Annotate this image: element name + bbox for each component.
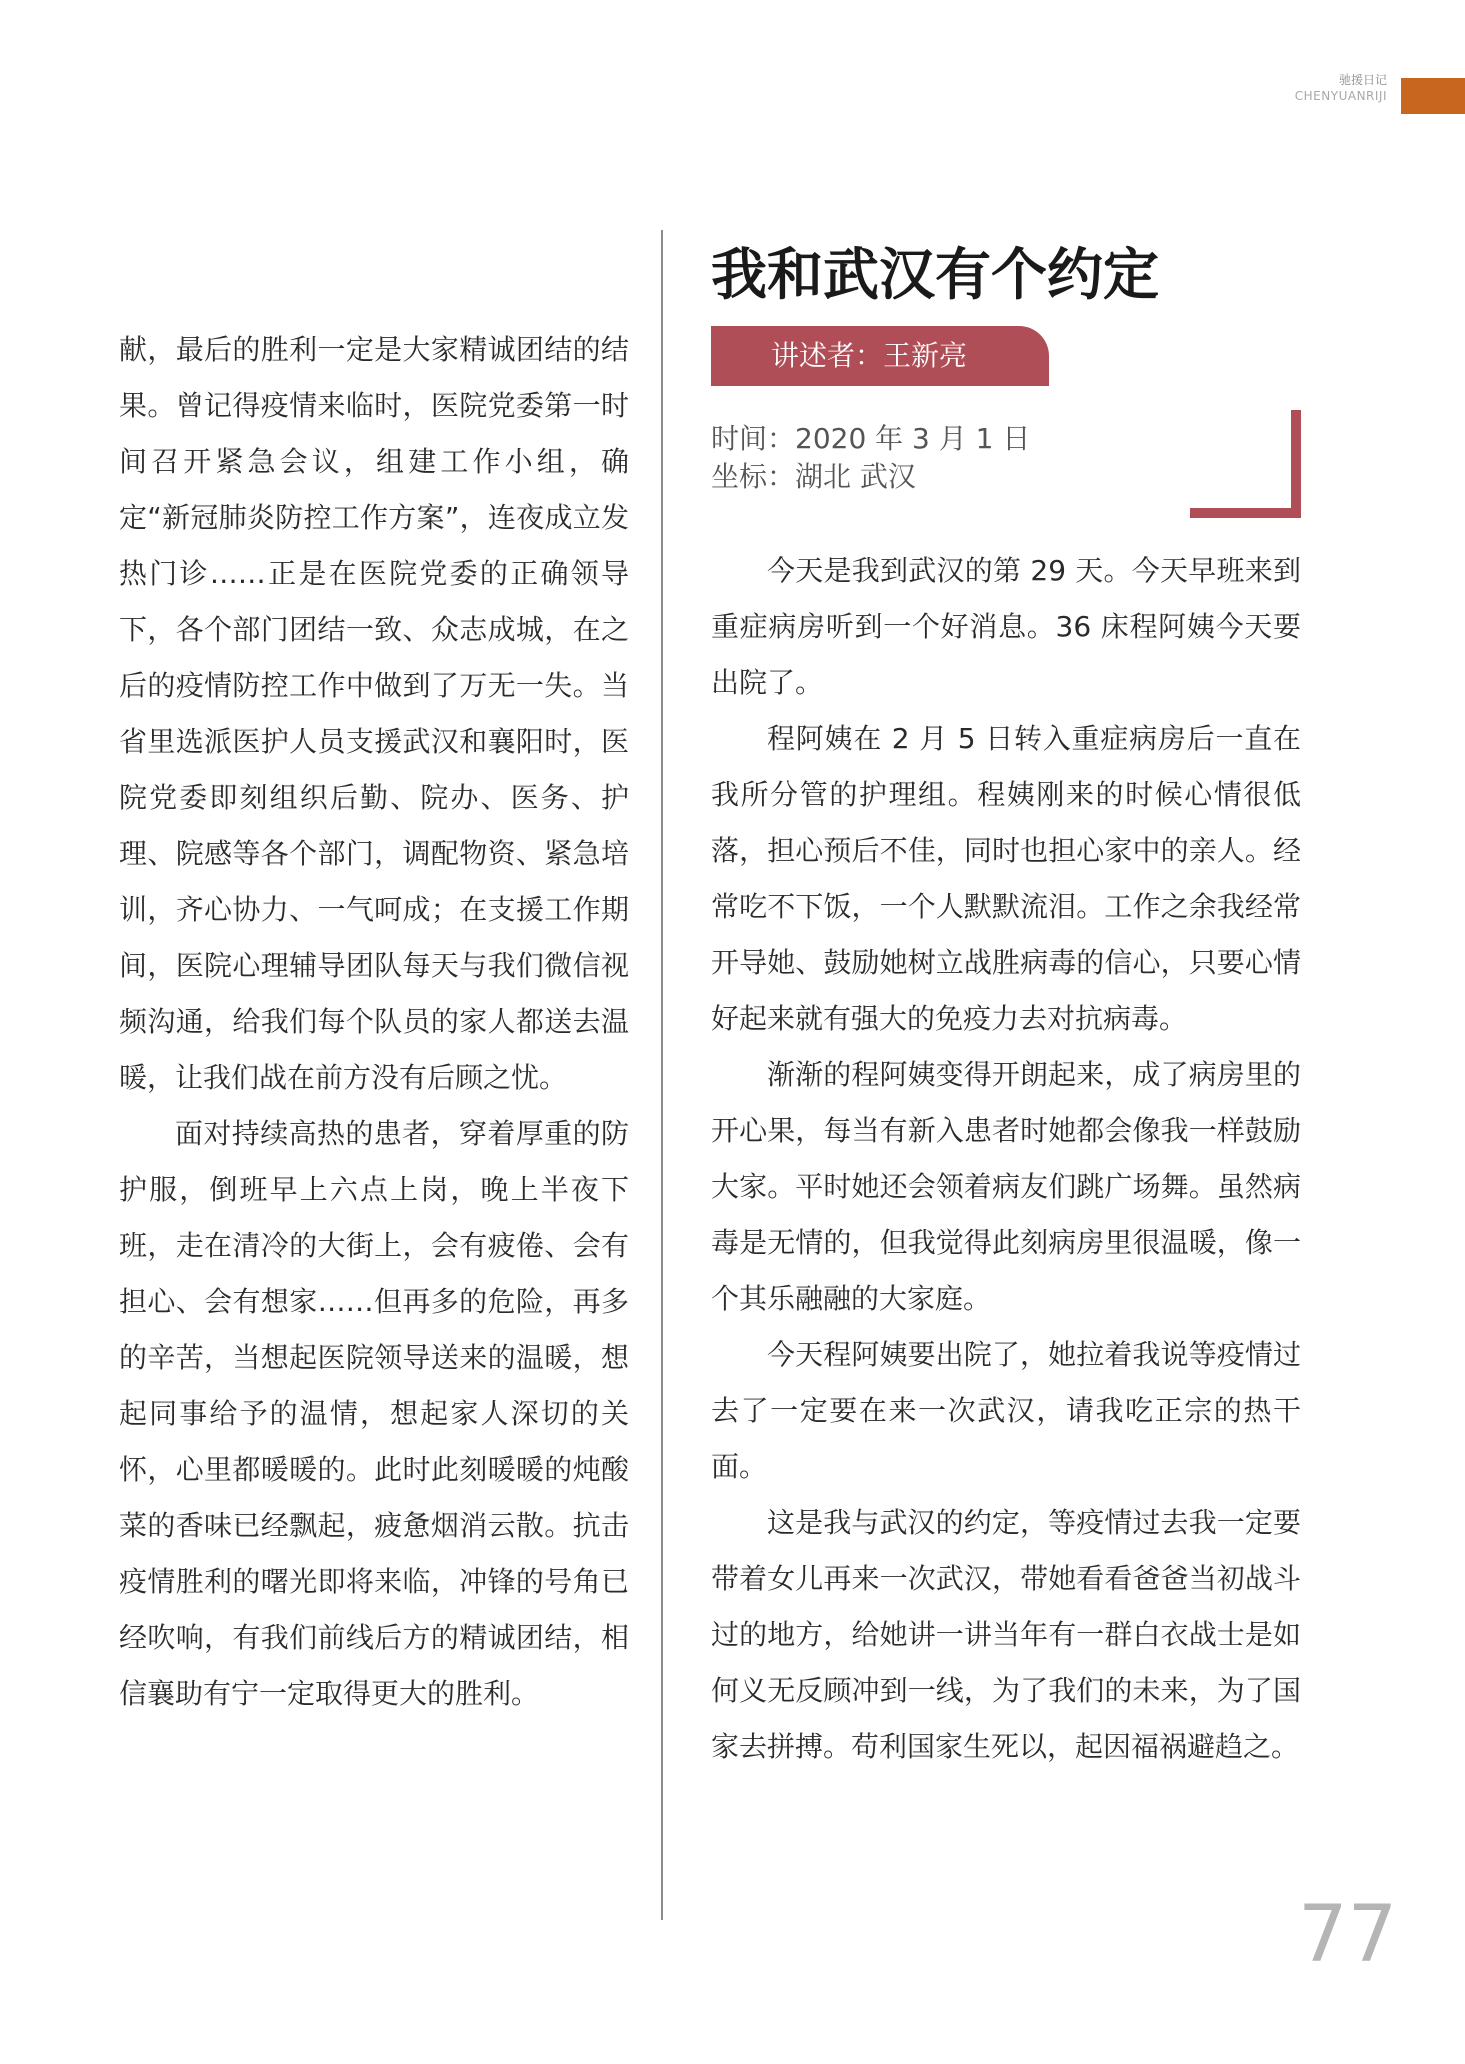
left-paragraph-1: 献，最后的胜利一定是大家精诚团结的结果。曾记得疫情来临时，医院党委第一时间召开紧急会议，组建工作小组，确定“新冠肺炎防控工作方案”，连夜成立发热门诊……正是在医院党委的正确领导下，各个部门团结一致、众志成城，在之后的疫情防控工作中做到了万无一失。当省里选派医护人员支援武汉和襄阳时，医院党委即刻组织后勤、院办、医务、护理、院感等各个部门，调配物资、紧急培训，齐心协力、一气呵成；在支援工作期间，医院心理辅导团队每天与我们微信视频沟通，给我们每个队员的家人都送去温暖，让我们战在前方没有后顾之忧。 — [119, 333, 629, 1094]
right-paragraph-1: 今天是我到武汉的第 29 天。今天早班来到重症病房听到一个好消息。36 床程阿姨今天要出院了。 — [711, 554, 1301, 699]
article-time: 时间：2020 年 3 月 1 日 — [711, 422, 1031, 455]
section-accent-bar — [1401, 78, 1465, 114]
left-paragraph-2: 面对持续高热的患者，穿着厚重的防护服，倒班早上六点上岗，晚上半夜下班，走在清冷的大街上，会有疲倦、会有担心、会有想家……但再多的危险，再多的辛苦，当想起医院领导送来的温暖，想起同事给予的温情，想起家人深切的关怀，心里都暖暖的。此时此刻暖暖的炖酸菜的香味已经飘起，疲惫烟消云散。抗击疫情胜利的曙光即将来临，冲锋的号角已经吹响，有我们前线后方的精诚团结，相信襄助有宁一定取得更大的胜利。 — [119, 1117, 629, 1710]
column-divider — [661, 230, 663, 1920]
article-meta — [711, 420, 1030, 496]
right-column — [711, 543, 1301, 1775]
corner-bracket-vertical — [1291, 410, 1301, 518]
left-column — [119, 322, 629, 1722]
right-paragraph-4: 今天程阿姨要出院了，她拉着我说等疫情过去了一定要在来一次武汉，请我吃正宗的热干面。 — [711, 1338, 1301, 1483]
corner-bracket-horizontal — [1190, 508, 1301, 518]
section-header — [1295, 72, 1387, 104]
section-title-cn: 驰援日记 — [1338, 73, 1387, 87]
page-number: 77 — [1298, 1890, 1398, 1980]
right-paragraph-2: 程阿姨在 2 月 5 日转入重症病房后一直在我所分管的护理组。程姨刚来的时候心情很低落，担心预后不佳，同时也担心家中的亲人。经常吃不下饭，一个人默默流泪。工作之余我经常开导她、鼓励她树立战胜病毒的信心，只要心情好起来就有强大的免疫力去对抗病毒。 — [711, 722, 1301, 1035]
section-title-en: CHENYUANRIJI — [1294, 89, 1387, 103]
narrator-banner: 讲述者：王新亮 — [711, 326, 1049, 386]
article-location: 坐标：湖北 武汉 — [711, 460, 916, 493]
right-paragraph-5: 这是我与武汉的约定，等疫情过去我一定要带着女儿再来一次武汉，带她看看爸爸当初战斗过的地方，给她讲一讲当年有一群白衣战士是如何义无反顾冲到一线，为了我们的未来，为了国家去拼搏。苟利国家生死以，起因福祸避趋之。 — [711, 1506, 1301, 1763]
right-paragraph-3: 渐渐的程阿姨变得开朗起来，成了病房里的开心果，每当有新入患者时她都会像我一样鼓励大家。平时她还会领着病友们跳广场舞。虽然病毒是无情的，但我觉得此刻病房里很温暖，像一个其乐融融的大家庭。 — [711, 1058, 1301, 1315]
article-title: 我和武汉有个约定 — [711, 242, 1159, 308]
